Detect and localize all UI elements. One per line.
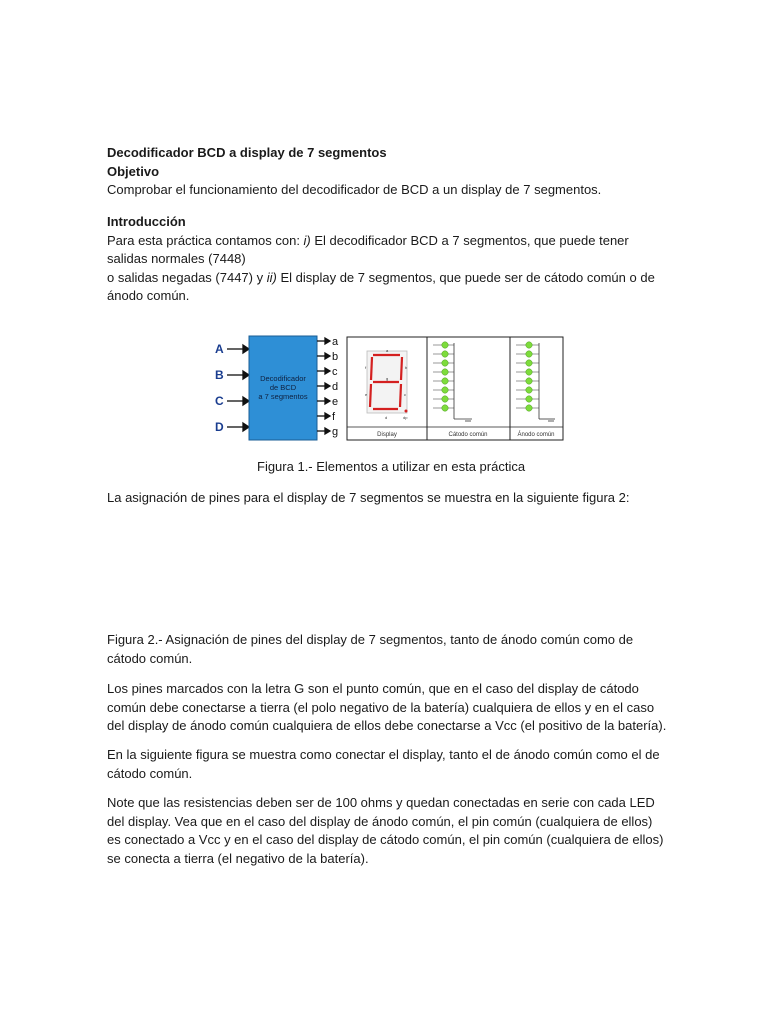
objective-text: Comprobar el funcionamiento del decodificador de BCD a un display de 7 segmentos.	[107, 182, 602, 197]
input-label-a: A	[215, 342, 224, 356]
intro-p1-roman-i: i)	[303, 232, 311, 248]
output-label-c: c	[332, 366, 338, 378]
intro-paragraph-1	[107, 232, 667, 269]
document-title: Decodificador BCD a display de 7 segmentos	[107, 145, 387, 160]
intro-p2-roman-ii: ii)	[266, 269, 277, 285]
decoder-label-line-3: a 7 segmentos	[258, 392, 308, 401]
intro-p1-text-a: Para esta práctica contamos con:	[107, 232, 304, 248]
header-block	[107, 144, 667, 200]
segment-label-g: g	[386, 376, 389, 381]
output-arrows	[317, 338, 330, 434]
paragraph-common-pin: Los pines marcados con la letra G son el punto común, que en el caso del display de cátodo común debe conectarse a tierra (el polo negativo de la batería) cualquiera de ellos y en el caso del display de ánodo común cualquiera de ellos debe conectarse a Vcc (el positivo de la batería).	[107, 681, 667, 733]
pin-assignment-text: La asignación de pines para el display de 7 segmentos se muestra en la siguiente figura 2:	[107, 490, 630, 505]
segment-label-a: a	[386, 348, 389, 353]
intro-p2-text-a: o salidas negadas (7447) y	[107, 269, 267, 285]
panel-label-display: Display	[377, 432, 397, 438]
output-label-b: b	[332, 351, 339, 363]
figure-2-caption: Figura 2.- Asignación de pines del display de 7 segmentos, tanto de ánodo común como de cátodo común.	[107, 632, 634, 666]
paragraph-next-figure: En la siguiente figura se muestra como conectar el display, tanto el de ánodo común como el de cátodo común.	[107, 747, 660, 781]
output-label-e: e	[332, 396, 339, 408]
output-label-g: g	[332, 426, 339, 438]
intro-paragraph-2	[107, 269, 667, 306]
panel-label-anode: Ánodo común	[517, 432, 555, 438]
decoder-label-line-1: Decodificador	[260, 374, 306, 383]
segment-label-c: c	[404, 392, 406, 397]
output-label-a: a	[332, 336, 339, 348]
segment-label-dp: dp	[403, 415, 408, 420]
figure-1-diagram	[207, 333, 567, 443]
intro-block	[107, 213, 667, 306]
segment-label-b: b	[405, 365, 408, 370]
decimal-point	[405, 410, 408, 413]
input-arrows	[227, 345, 249, 431]
segment-label-e: e	[365, 392, 368, 397]
paragraph-resistors: Note que las resistencias deben ser de 100 ohms y quedan conectadas en serie con cada LED del display. Vea que en el caso del display de ánodo común, el pin común (cualquiera de ellos) es conectado a Vcc y en el caso del display de cátodo común, el pin común (cualquiera de ellos) se conecta a tierra (el negativo de la batería).	[107, 795, 664, 866]
input-label-c: C	[215, 394, 224, 408]
input-label-b: B	[215, 368, 224, 382]
input-label-d: D	[215, 420, 224, 434]
segment-label-f: f	[365, 365, 367, 370]
segment-label-d: d	[385, 415, 388, 420]
intro-p1-text-b: El decodificador BCD a 7 segmentos, que puede tener salidas normales (7448)	[107, 232, 629, 266]
intro-heading: Introducción	[107, 214, 186, 229]
panel-label-cathode: Cátodo común	[448, 432, 488, 438]
intro-p2-text-b: El display de 7 segmentos, que puede ser de cátodo común o de ánodo común.	[107, 269, 655, 303]
objective-heading: Objetivo	[107, 163, 160, 179]
output-label-d: d	[332, 381, 339, 393]
seven-segment-display	[367, 351, 407, 413]
figure-1-caption: Figura 1.- Elementos a utilizar en esta práctica	[257, 459, 526, 474]
output-label-f: f	[332, 411, 336, 423]
decoder-label-line-2: de BCD	[269, 383, 297, 392]
